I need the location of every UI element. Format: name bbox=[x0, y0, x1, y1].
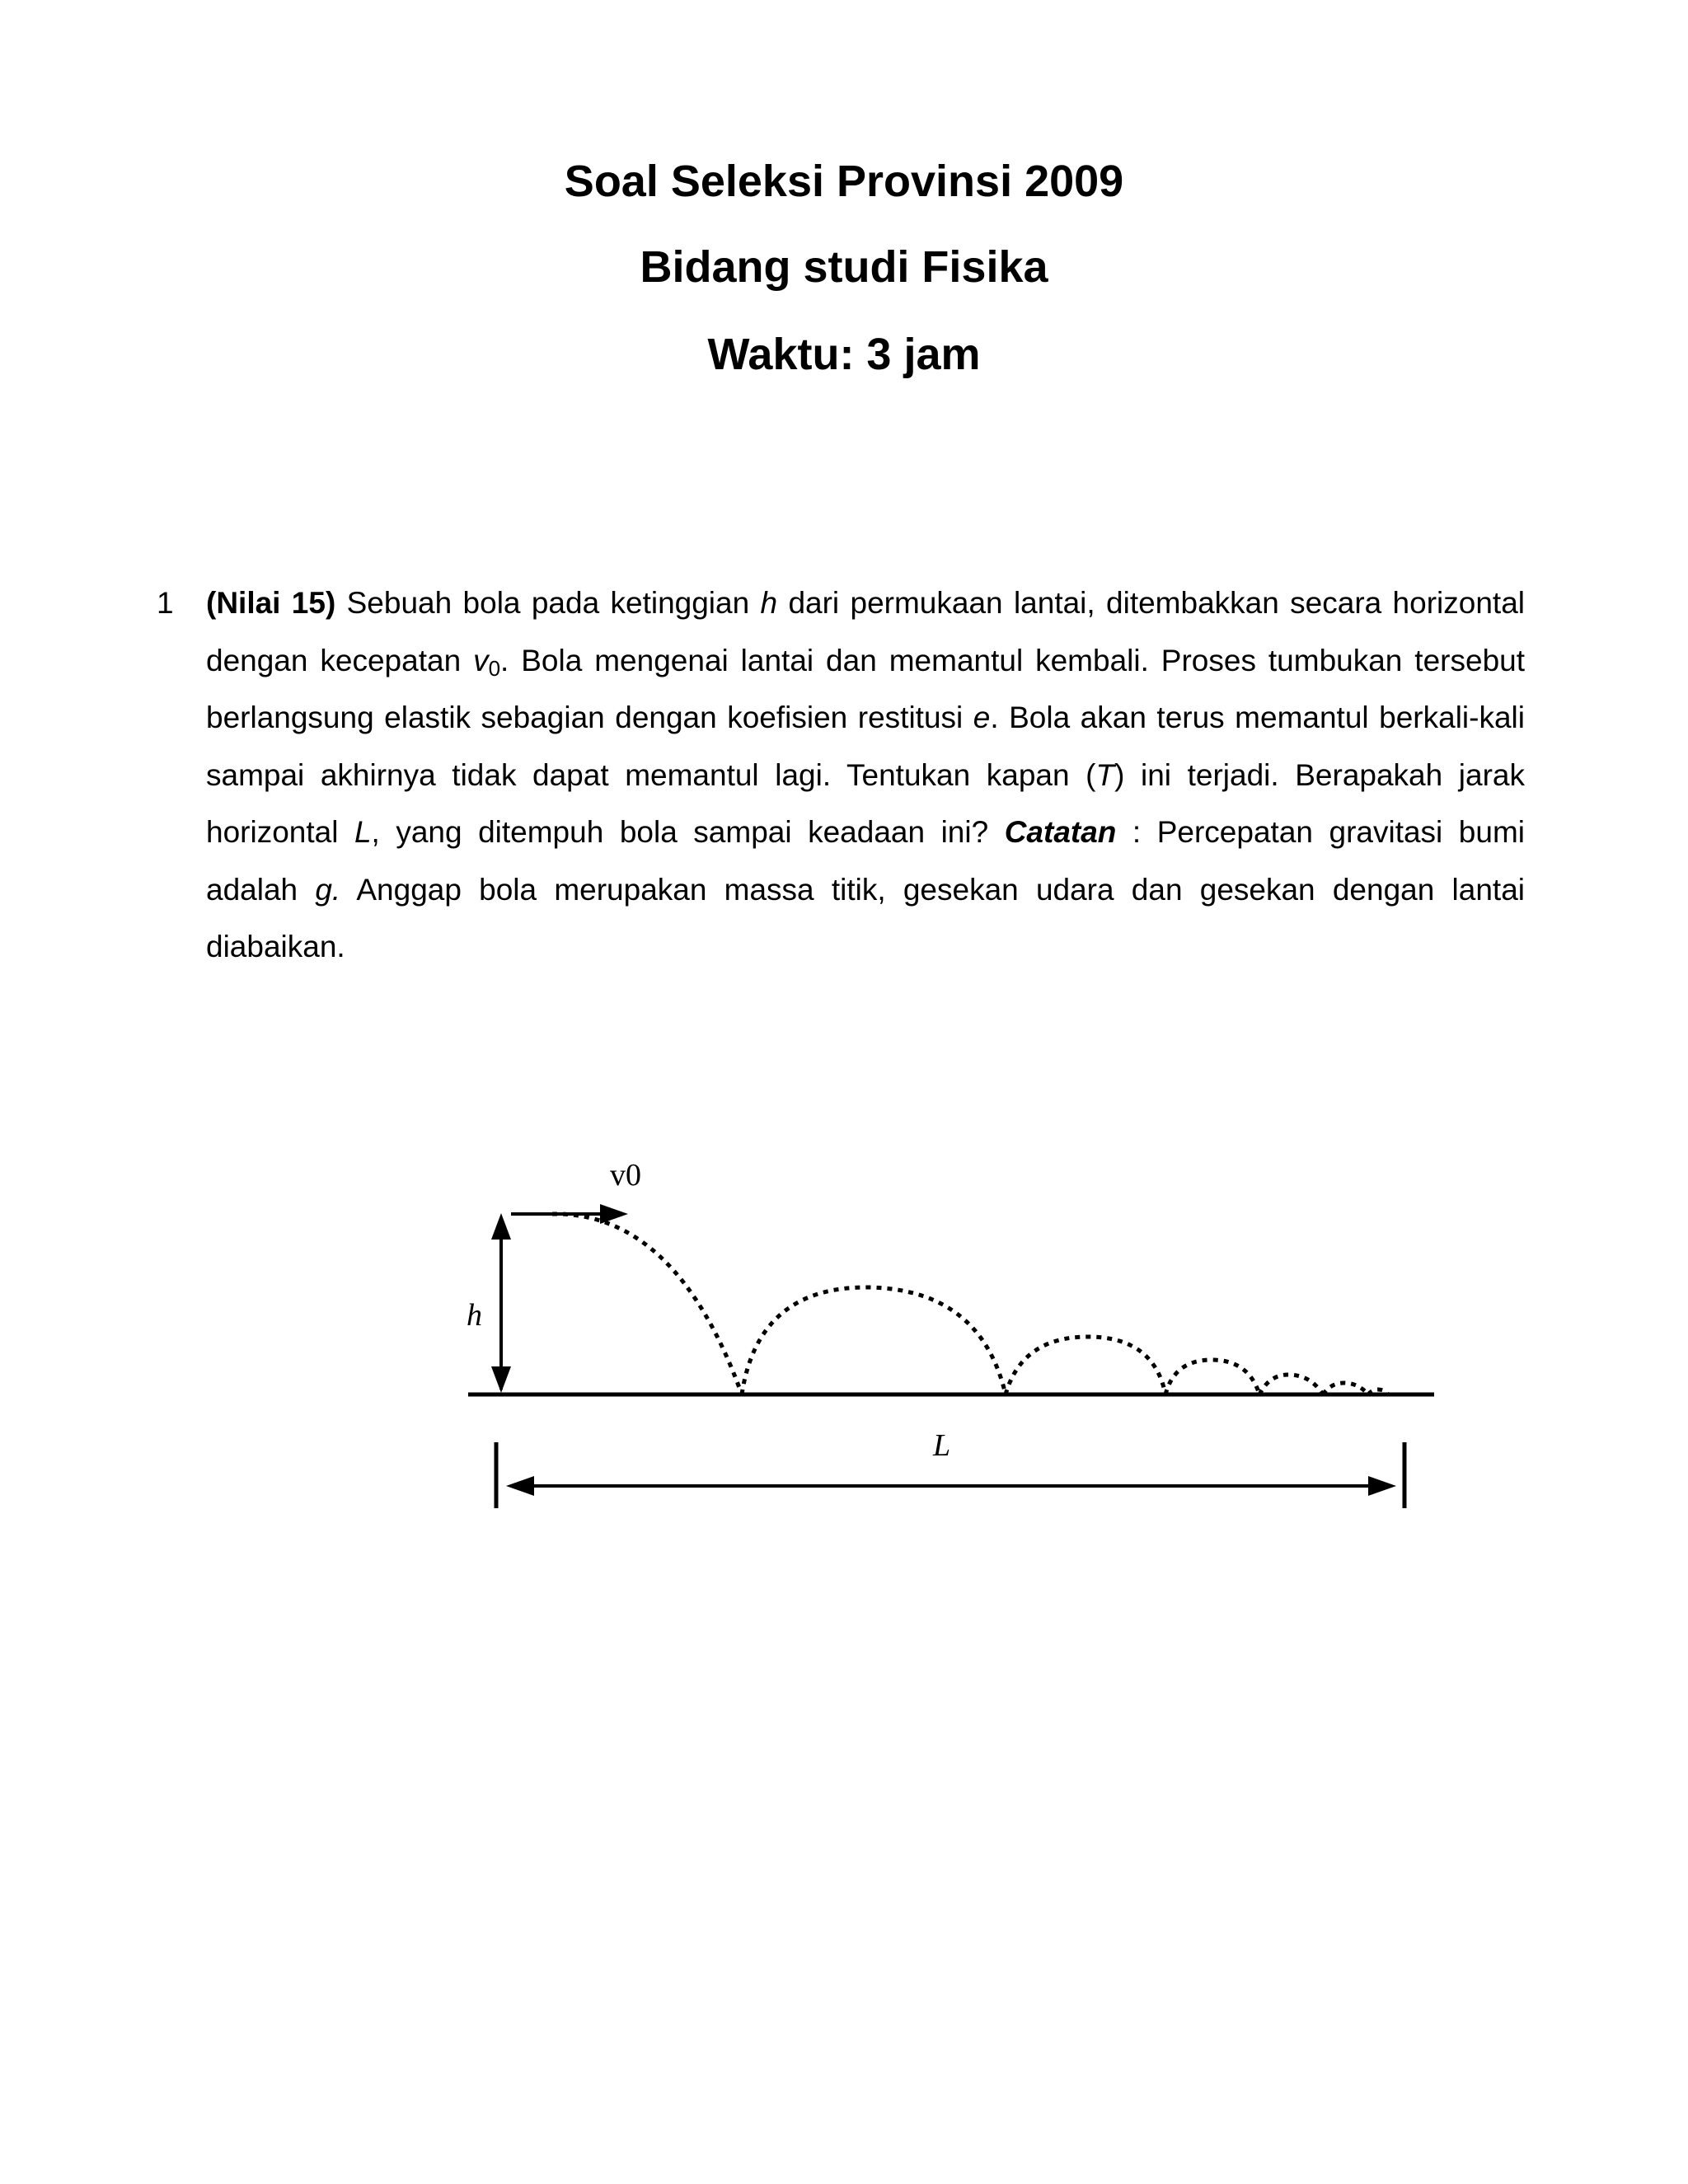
text-segment: dari permukaan lantai, ditembakkan secara horizontal dengan kecepatan bbox=[206, 586, 1525, 677]
var-T: T bbox=[1095, 757, 1115, 792]
subject-heading: Bidang studi Fisika bbox=[640, 242, 1048, 292]
text-segment: ) ini terjadi. Berapakah jarak horizontal bbox=[206, 757, 1525, 849]
text-segment: , yang ditempuh bola sampai keadaan ini? bbox=[371, 815, 989, 849]
subscript-0: 0 bbox=[488, 655, 501, 681]
problem-text bbox=[206, 574, 1525, 976]
height-arrow bbox=[491, 1213, 511, 1393]
var-e: e bbox=[973, 701, 991, 734]
var-L: L bbox=[354, 815, 372, 849]
label-L: L bbox=[933, 1428, 951, 1463]
var-h: h bbox=[760, 586, 778, 620]
label-h: h bbox=[467, 1298, 482, 1333]
var-g: g. bbox=[315, 872, 341, 907]
problem-number: 1 bbox=[157, 586, 174, 620]
text-segment: : Percepatan gravitasi bumi adalah bbox=[206, 815, 1525, 907]
text-segment: . Bola akan terus memantul berkali-kali sampai akhirnya tidak dapat memantul lagi. Tentukan kapan ( bbox=[206, 701, 1525, 792]
duration-heading: Waktu: 3 jam bbox=[707, 330, 981, 379]
velocity-arrow bbox=[511, 1204, 628, 1224]
distance-dimension bbox=[496, 1442, 1404, 1508]
note-label: Catatan bbox=[1004, 815, 1117, 849]
text-segment: Anggap bola merupakan massa titik, gesekan udara dan gesekan dengan lantai diabaikan. bbox=[206, 872, 1525, 963]
var-v: v bbox=[473, 643, 489, 677]
ball-trajectory bbox=[552, 1214, 1388, 1394]
page-title: Soal Seleksi Provinsi 2009 bbox=[564, 157, 1124, 206]
label-v0: v0 bbox=[610, 1158, 641, 1193]
text-segment: . Bola mengenai lantai dan memantul kembali. Proses tumbukan tersebut berlangsung elastik sebagian dengan koefisien restitusi bbox=[206, 643, 1525, 734]
text-segment: Sebuah bola pada ketinggian bbox=[335, 586, 761, 620]
problem-points: (Nilai 15) bbox=[206, 586, 336, 620]
